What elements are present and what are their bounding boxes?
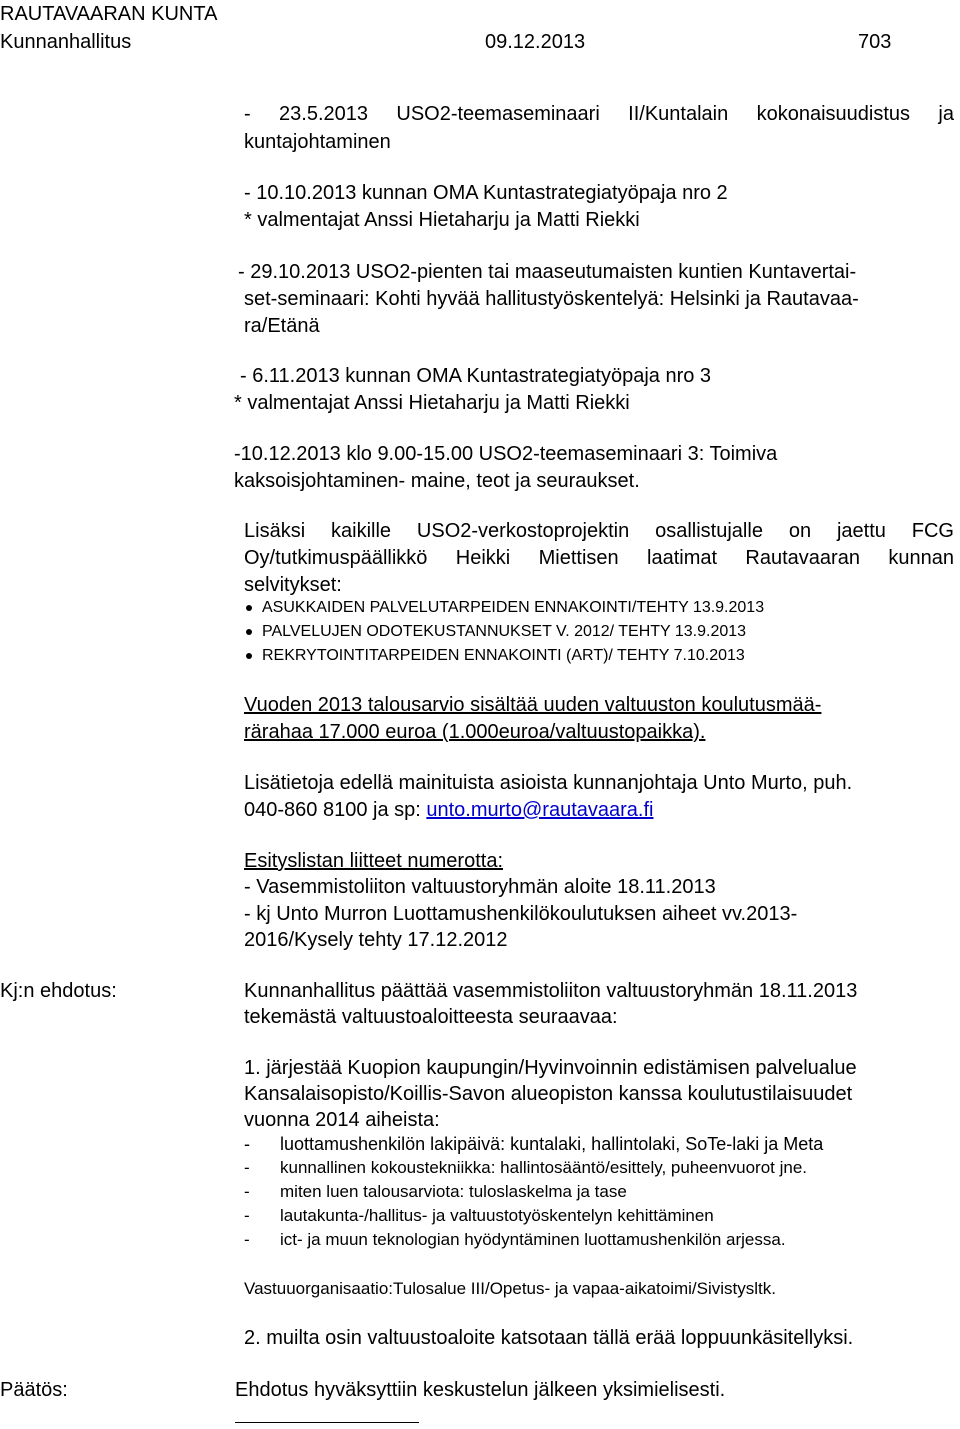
- event-1-word: 23.5.2013: [279, 103, 369, 125]
- event-4-line-1: - 6.11.2013 kunnan OMA Kuntastrategiatyöpaja nro 3: [240, 365, 712, 387]
- reports-line-1-word: jaettu: [836, 520, 886, 542]
- report-item-2: PALVELUJEN ODOTEKUSTANNUKSET V. 2012/ TEHTY 13.9.2013: [262, 623, 747, 640]
- event-1-word: -: [244, 103, 251, 125]
- report-item-3: REKRYTOINTITARPEIDEN ENNAKOINTI (ART)/ TEHTY 7.10.2013: [262, 647, 745, 664]
- reports-line-2-word: Miettisen: [538, 547, 619, 569]
- signature-line: [235, 1422, 419, 1423]
- event-4-line-2: * valmentajat Anssi Hietaharju ja Matti Riekki: [234, 392, 630, 414]
- reports-line-1-word: kaikille: [331, 520, 392, 542]
- event-1-word: kokonaisuudistus: [756, 103, 911, 125]
- reports-line-1: [244, 521, 954, 541]
- reports-line-2-word: Heikki: [455, 547, 511, 569]
- topic-dash: -: [244, 1206, 250, 1225]
- reports-line-2-word: Oy/tutkimuspäällikkö: [244, 547, 428, 569]
- decision-text: Ehdotus hyväksyttiin keskustelun jälkeen yksimielisesti.: [235, 1379, 726, 1401]
- reports-line-1-word: Lisäksi: [244, 520, 306, 542]
- event-1-line-1: [244, 104, 954, 124]
- reports-line-1-word: USO2-verkostoprojektin: [416, 520, 630, 542]
- attachment-2-line-1: - kj Unto Murron Luottamushenkilökoulutuksen aiheet vv.2013-: [244, 903, 798, 925]
- budget-line-2: rärahaa 17.000 euroa (1.000euroa/valtuustopaikka).: [244, 721, 706, 743]
- reports-line-2: [244, 548, 954, 568]
- email-link[interactable]: unto.murto@rautavaara.fi: [426, 799, 654, 821]
- event-2-line-2: * valmentajat Anssi Hietaharju ja Matti Riekki: [244, 209, 640, 231]
- reports-line-2-word: Rautavaaran: [745, 547, 860, 569]
- event-1-line-2: kuntajohtaminen: [244, 131, 391, 153]
- reports-line-2-word: laatimat: [647, 547, 718, 569]
- attachments-heading: Esityslistan liitteet numerotta:: [244, 850, 503, 872]
- meeting-date: 09.12.2013: [485, 31, 586, 53]
- decision-label: Päätös:: [0, 1379, 68, 1401]
- page-number: 703: [858, 31, 892, 53]
- topic-dash: -: [244, 1134, 250, 1154]
- budget-line-1: Vuoden 2013 talousarvio sisältää uuden valtuuston koulutusmää-: [244, 694, 822, 716]
- body-name: Kunnanhallitus: [0, 31, 132, 53]
- topic-4: lautakunta-/hallitus- ja valtuustotyöskentelyn kehittäminen: [280, 1206, 714, 1225]
- topic-dash: -: [244, 1230, 250, 1249]
- bullet-icon: [246, 653, 252, 659]
- topic-1: luottamushenkilön lakipäivä: kuntalaki, hallintolaki, SoTe-laki ja Meta: [280, 1134, 824, 1154]
- event-3-line-3: ra/Etänä: [244, 315, 320, 337]
- topic-2: kunnallinen kokoustekniikka: hallintosääntö/esittely, puheenvuorot jne.: [280, 1158, 808, 1177]
- reports-line-1-word: osallistujalle: [655, 520, 763, 542]
- event-1-word: USO2-teemaseminaari: [396, 103, 600, 125]
- reports-line-1-word: FCG: [911, 520, 954, 542]
- proposal-label: Kj:n ehdotus:: [0, 980, 117, 1002]
- event-5-line-2: kaksoisjohtaminen- maine, teot ja seuraukset.: [234, 470, 640, 492]
- attachment-2-line-2: 2016/Kysely tehty 17.12.2012: [244, 929, 508, 951]
- proposal-point-1-line-1: 1. järjestää Kuopion kaupungin/Hyvinvoinnin edistämisen palvelualue: [244, 1057, 857, 1079]
- topic-dash: -: [244, 1182, 250, 1201]
- contact-line-2: [244, 800, 653, 820]
- proposal-point-1-line-2: Kansalaisopisto/Koillis-Savon alueopiston kanssa koulutustilaisuudet: [244, 1083, 853, 1105]
- contact-phone-text: 040-860 8100 ja sp:: [244, 799, 427, 821]
- event-1-word: II/Kuntalain: [628, 103, 729, 125]
- organization-name: RAUTAVAARAN KUNTA: [0, 3, 218, 25]
- contact-line-1: Lisätietoja edellä mainituista asioista kunnanjohtaja Unto Murto, puh.: [244, 772, 853, 794]
- proposal-line-1: Kunnanhallitus päättää vasemmistoliiton valtuustoryhmän 18.11.2013: [244, 980, 858, 1002]
- bullet-icon: [246, 629, 252, 635]
- attachment-1: - Vasemmistoliiton valtuustoryhmän aloite 18.11.2013: [244, 876, 716, 898]
- event-2-line-1: - 10.10.2013 kunnan OMA Kuntastrategiatyöpaja nro 2: [244, 182, 728, 204]
- reports-line-2-word: kunnan: [888, 547, 954, 569]
- proposal-point-1-line-3: vuonna 2014 aiheista:: [244, 1109, 440, 1131]
- topic-5: ict- ja muun teknologian hyödyntäminen luottamushenkilön arjessa.: [280, 1230, 786, 1249]
- reports-line-3: selvitykset:: [244, 574, 342, 596]
- reports-line-1-word: on: [788, 520, 812, 542]
- event-3-line-1: - 29.10.2013 USO2-pienten tai maaseutumaisten kuntien Kuntavertai-: [238, 261, 857, 283]
- bullet-icon: [246, 605, 252, 611]
- proposal-point-2: 2. muilta osin valtuustoaloite katsotaan tällä erää loppuunkäsitellyksi.: [244, 1327, 854, 1349]
- responsible-organization: Vastuuorganisaatio:Tulosalue III/Opetus- ja vapaa-aikatoimi/Sivistysltk.: [244, 1279, 776, 1298]
- report-item-1: ASUKKAIDEN PALVELUTARPEIDEN ENNAKOINTI/TEHTY 13.9.2013: [262, 599, 765, 616]
- proposal-line-2: tekemästä valtuustoaloitteesta seuraavaa:: [244, 1006, 618, 1028]
- topic-3: miten luen talousarviota: tuloslaskelma ja tase: [280, 1182, 627, 1201]
- event-3-line-2: set-seminaari: Kohti hyvää hallitustyöskentelyä: Helsinki ja Rautavaa-: [244, 288, 859, 310]
- event-1-word: ja: [938, 103, 954, 125]
- event-5-line-1: -10.12.2013 klo 9.00-15.00 USO2-teemaseminaari 3: Toimiva: [234, 443, 778, 465]
- topic-dash: -: [244, 1158, 250, 1177]
